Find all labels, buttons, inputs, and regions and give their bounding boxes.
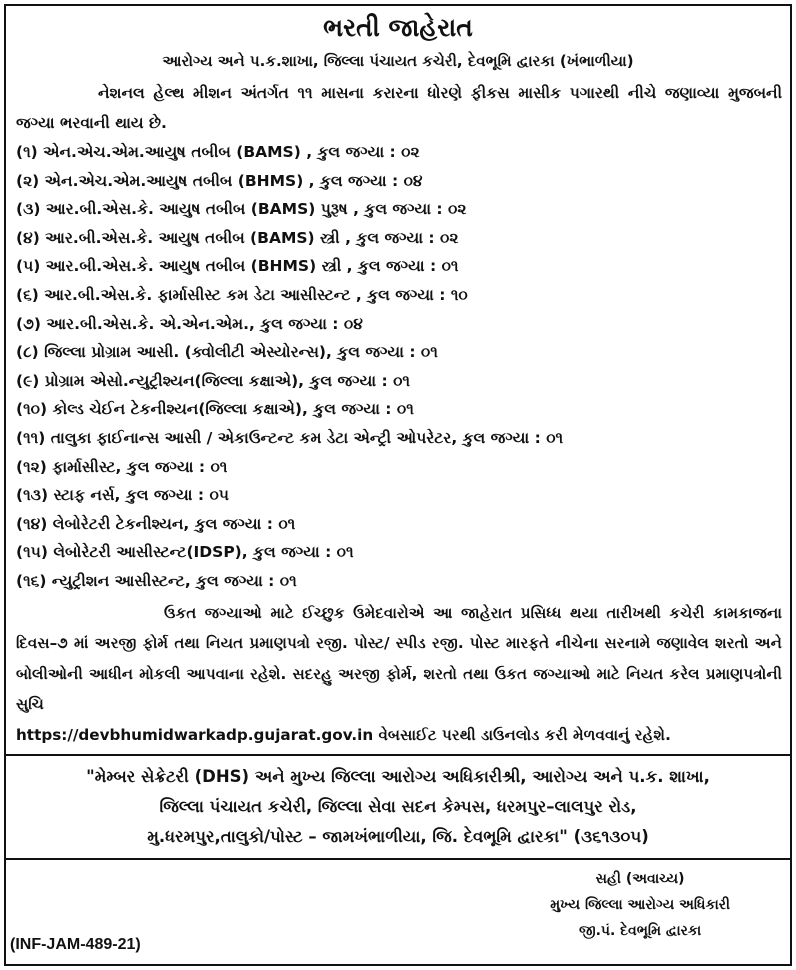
website-line: https://devbhumidwarkadp.gujarat.gov.in વેબસાઈટ પરથી ડાઉનલોડ કરી મેળવવાનું રહેશે. bbox=[16, 725, 671, 744]
notice-title: ભરતી જાહેરાત bbox=[323, 13, 473, 42]
signature-line-3: જી.પં. દેવભૂમિ દ્વારકા bbox=[578, 922, 702, 939]
signature-line-1: સહી (અવાચ્ય) bbox=[595, 870, 685, 887]
address-box bbox=[6, 754, 790, 860]
post-item: (૮) જિલ્લા પ્રોગ્રામ આસી. (ક્વોલીટી એસ્યોરન્સ), કુલ જગ્યા : ૦૧ bbox=[16, 343, 438, 362]
signature-block bbox=[550, 866, 730, 944]
post-item: (૧૦) કોલ્ડ ચેઈન ટેકનીશ્યન(જિલ્લા કક્ષાએ), કુલ જગ્યા : ૦૧ bbox=[16, 400, 414, 419]
application-instructions: ઉકત જગ્યાઓ માટે ઈચ્છુક ઉમેદવારોએ આ જાહેરાત પ્રસિધ્ધ થયા તારીખથી કચેરી કામકાજના દિવસ–૭ માં અરજી ફોર્મ તથા નિયત પ્રમાણપત્રો રજી. પોસ્ટ/ સ્પીડ રજી. પોસ્ટ મારફતે નીચેના સરનામે જણાવેલ શરતો અને બોલીઓની આધીન મોકલી આપવાના રહેશે. સદરહુ અરજી ફોર્મ, શરતો તથા ઉકત જગ્યાઓ માટે નિયત કરેલ પ્રમાણપત્રોની સુચિ bbox=[16, 603, 782, 714]
notice-frame bbox=[4, 4, 792, 966]
post-item: (૧૨) ફાર્માસીસ્ટ, કુલ જગ્યા : ૦૧ bbox=[16, 457, 228, 476]
signature-line-2: મુખ્ય જિલ્લા આરોગ્ય અધિકારી bbox=[550, 896, 730, 913]
post-item: (૪) આર.બી.એસ.કે. આયુષ તબીબ (BAMS) સ્ત્રી , કુલ જગ્યા : ૦૨ bbox=[16, 228, 459, 247]
post-item: (૧૪) લેબોરેટરી ટેકનીશ્યન, કુલ જગ્યા : ૦૧ bbox=[16, 514, 296, 533]
post-item: (૯) પ્રોગ્રામ એસો.ન્યુટ્રીશ્યન(જિલ્લા કક્ષાએ), કુલ જગ્યા : ૦૧ bbox=[16, 371, 410, 390]
post-item: (૧) એન.એચ.એમ.આયુષ તબીબ (BAMS) , કુલ જગ્યા : ૦૨ bbox=[16, 143, 420, 161]
office-line: આરોગ્ય અને પ.ક.શાખા, જિલ્લા પંચાયત કચેરી, દેવભૂમિ દ્વારકા (ખંભાળીયા) bbox=[162, 52, 634, 70]
post-item: (૧૧) તાલુકા ફાઈનાન્સ આસી / એકાઉન્ટન્ટ કમ ડેટા એન્ટ્રી ઓપરેટર, કુલ જગ્યા : ૦૧ bbox=[16, 428, 564, 447]
post-item: (૨) એન.એચ.એમ.આયુષ તબીબ (BHMS) , કુલ જગ્યા : ૦૪ bbox=[16, 171, 423, 190]
post-item: (૩) આર.બી.એસ.કે. આયુષ તબીબ (BAMS) પુરૂષ , કુલ જગ્યા : ૦૨ bbox=[16, 200, 467, 219]
footer bbox=[6, 860, 790, 956]
post-list bbox=[6, 138, 790, 596]
post-item: (૭) આર.બી.એસ.કે. એ.એન.એમ., કુલ જગ્યા : ૦૪ bbox=[16, 314, 363, 333]
post-item: (૫) આર.બી.એસ.કે. આયુષ તબીબ (BHMS) સ્ત્રી , કુલ જગ્યા : ૦૧ bbox=[16, 257, 459, 276]
intro-paragraph: નેશનલ હેલ્થ મીશન અંતર્ગત ૧૧ માસના કરારના ધોરણે ફીકસ માસીક પગારથી નીચે જણાવ્યા મુજબની જગ્યા ભરવાની થાય છે. bbox=[16, 84, 782, 132]
post-item: (૬) આર.બી.એસ.કે. ફાર્માસીસ્ટ કમ ડેટા આસીસ્ટન્ટ , કુલ જગ્યા : ૧૦ bbox=[16, 285, 468, 304]
address-line-1: "મેમ્બર સેક્રેટરી (DHS) અને મુખ્ય જિલ્લા આરોગ્ય અધિકારીશ્રી, આરોગ્ય અને પ.ક. શાખા, bbox=[86, 766, 710, 786]
post-item: (૧૫) લેબોરેટરી આસીસ્ટન્ટ(IDSP), કુલ જગ્યા : ૦૧ bbox=[16, 543, 354, 562]
post-item: (૧૬) ન્યુટ્રીશન આસીસ્ટન્ટ, કુલ જગ્યા : ૦૧ bbox=[16, 571, 297, 590]
address-line-3: મુ.ધરમપુર,તાલુકો/પોસ્ટ – જામખંભાળીયા, જિ. દેવભૂમિ દ્વારકા" (૩૬૧૩૦૫) bbox=[147, 826, 649, 846]
reference-number: (INF-JAM-489-21) bbox=[10, 935, 141, 953]
address-line-2: જિલ્લા પંચાયત કચેરી, જિલ્લા સેવા સદન કેમ્પસ, ધરમપુર–લાલપુર રોડ, bbox=[159, 796, 637, 816]
post-item: (૧૩) સ્ટાફ નર્સ, કુલ જગ્યા : ૦૫ bbox=[16, 486, 229, 505]
